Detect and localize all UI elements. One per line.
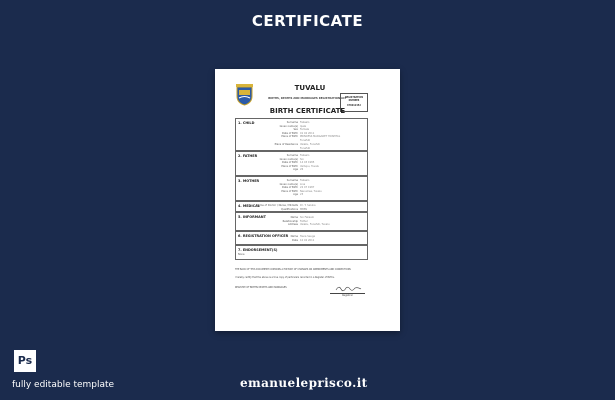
brand-watermark: emanueleprisco.it [240, 376, 368, 390]
field-label: Date [292, 238, 298, 242]
field-label: Address [288, 223, 298, 226]
registration-number: 678012452 [347, 104, 361, 107]
field-label: Surname [286, 121, 298, 124]
birth-certificate-preview [215, 69, 400, 331]
field-value: 14 03 1985 [300, 161, 315, 164]
field-value: Ipala [300, 124, 307, 128]
field-value: Vaiaku, Funafuti [300, 143, 320, 146]
field-label: Date of Birth [282, 131, 298, 135]
section-informant [235, 212, 368, 231]
field-value: Funafuti [300, 146, 311, 150]
field-label: Name [290, 216, 298, 219]
section-registration-officer [235, 231, 368, 245]
section-label: 7. ENDORSEMENT(S) [238, 248, 278, 252]
section-label: 6. REGISTRATION OFFICER [238, 234, 289, 238]
certificate-country: TUVALU [294, 84, 326, 92]
field-row [236, 139, 369, 142]
field-value: Tauia Seuga [300, 235, 316, 238]
field-value: Father [300, 219, 308, 223]
field-label: Surname [286, 179, 298, 182]
section-label: 5. INFORMANT [238, 215, 266, 219]
certification-statement: I hereby certify that the above is a true copy of particulars recorded in a Register of Births. [235, 276, 335, 279]
field-value: 01 02 2011 [300, 131, 315, 135]
field-label: Name of Doctor / Nurse / Midwife [256, 204, 298, 207]
section-child [235, 118, 368, 151]
page-title: CERTIFICATE [251, 12, 364, 30]
field-label: Date of Birth [282, 186, 298, 189]
field-label: Sex [293, 128, 298, 131]
field-value: 22 07 1987 [300, 186, 315, 189]
field-label: Age [293, 168, 298, 171]
field-value: Vaitupu, Tuvalu [300, 164, 320, 168]
section-mother [235, 176, 368, 201]
field-row [236, 223, 369, 226]
field-label: Age [293, 193, 298, 196]
field-label: Qualifications [280, 207, 298, 211]
section-label: 2. FATHER [238, 154, 258, 158]
field-label: Given name(s) [279, 157, 298, 161]
field-value: Vaiaku, Funafuti, Tuvalu [300, 223, 330, 226]
field-value: Fakaalo [300, 121, 310, 124]
section-label: 1. CHILD [238, 121, 255, 125]
field-value: Fakaalo [300, 179, 310, 182]
field-value: Female [300, 128, 310, 131]
field-row [236, 168, 369, 171]
section-label: 3. MOTHER [238, 179, 260, 183]
section-label: 4. MEDICAL [238, 204, 260, 208]
field-value: Sio [300, 157, 304, 161]
editable-template-caption: fully editable template [12, 380, 115, 390]
field-value: Sio Fakaalo [300, 216, 315, 219]
field-label: Surname [286, 154, 298, 157]
field-value: Lina [300, 182, 306, 186]
field-value: 26 [300, 168, 304, 171]
field-label: Given name(s) [279, 182, 298, 186]
field-label: Name [290, 235, 298, 238]
field-value: 10 02 2011 [300, 238, 315, 242]
field-value: MBBS [300, 207, 308, 211]
field-label: Relationship [282, 219, 298, 223]
field-value: Funafuti [300, 138, 311, 142]
field-value: Dr. T. Seluka [300, 204, 316, 207]
field-row [236, 193, 369, 196]
coat-of-arms-icon [235, 84, 254, 106]
field-label: Place of Birth [281, 189, 298, 193]
certificate-title: BIRTH CERTIFICATE [269, 107, 346, 115]
field-value: None [238, 253, 245, 256]
signature-label: Registrar [342, 294, 353, 297]
certificate-act: BIRTHS, DEATHS AND MARRIAGES REGISTRATION ACT [268, 97, 347, 100]
field-value: Fakaalo [300, 154, 310, 157]
field-label: Place of Residence [274, 143, 298, 146]
field-value: 23 [300, 193, 304, 196]
field-value: Nanumea, Tuvalu [300, 189, 322, 193]
photoshop-icon: Ps [14, 350, 36, 372]
amendments-note: THE BACK OF THIS DOCUMENT CONTAINS A HISTORY OF CHANGES OR AMENDMENTS AND CORRECTIONS [235, 268, 351, 271]
section-medical [235, 201, 368, 212]
field-label: Place of Birth [281, 135, 298, 138]
field-row [236, 239, 369, 242]
field-row [236, 208, 369, 211]
field-label: Date of Birth [282, 161, 298, 164]
field-label: Given name(s) [279, 124, 298, 128]
registration-label: REGISTRATION NUMBER [344, 96, 364, 102]
registry-name: REGISTRY OF BIRTHS DEATHS AND MARRIAGES [235, 286, 287, 289]
section-endorsements [235, 245, 368, 260]
field-value: PRINCESS MARGARET HOSPITAL [300, 135, 341, 138]
field-label: Place of Birth [281, 164, 298, 168]
section-father [235, 151, 368, 176]
signature-icon [328, 284, 368, 292]
field-row [236, 147, 369, 150]
